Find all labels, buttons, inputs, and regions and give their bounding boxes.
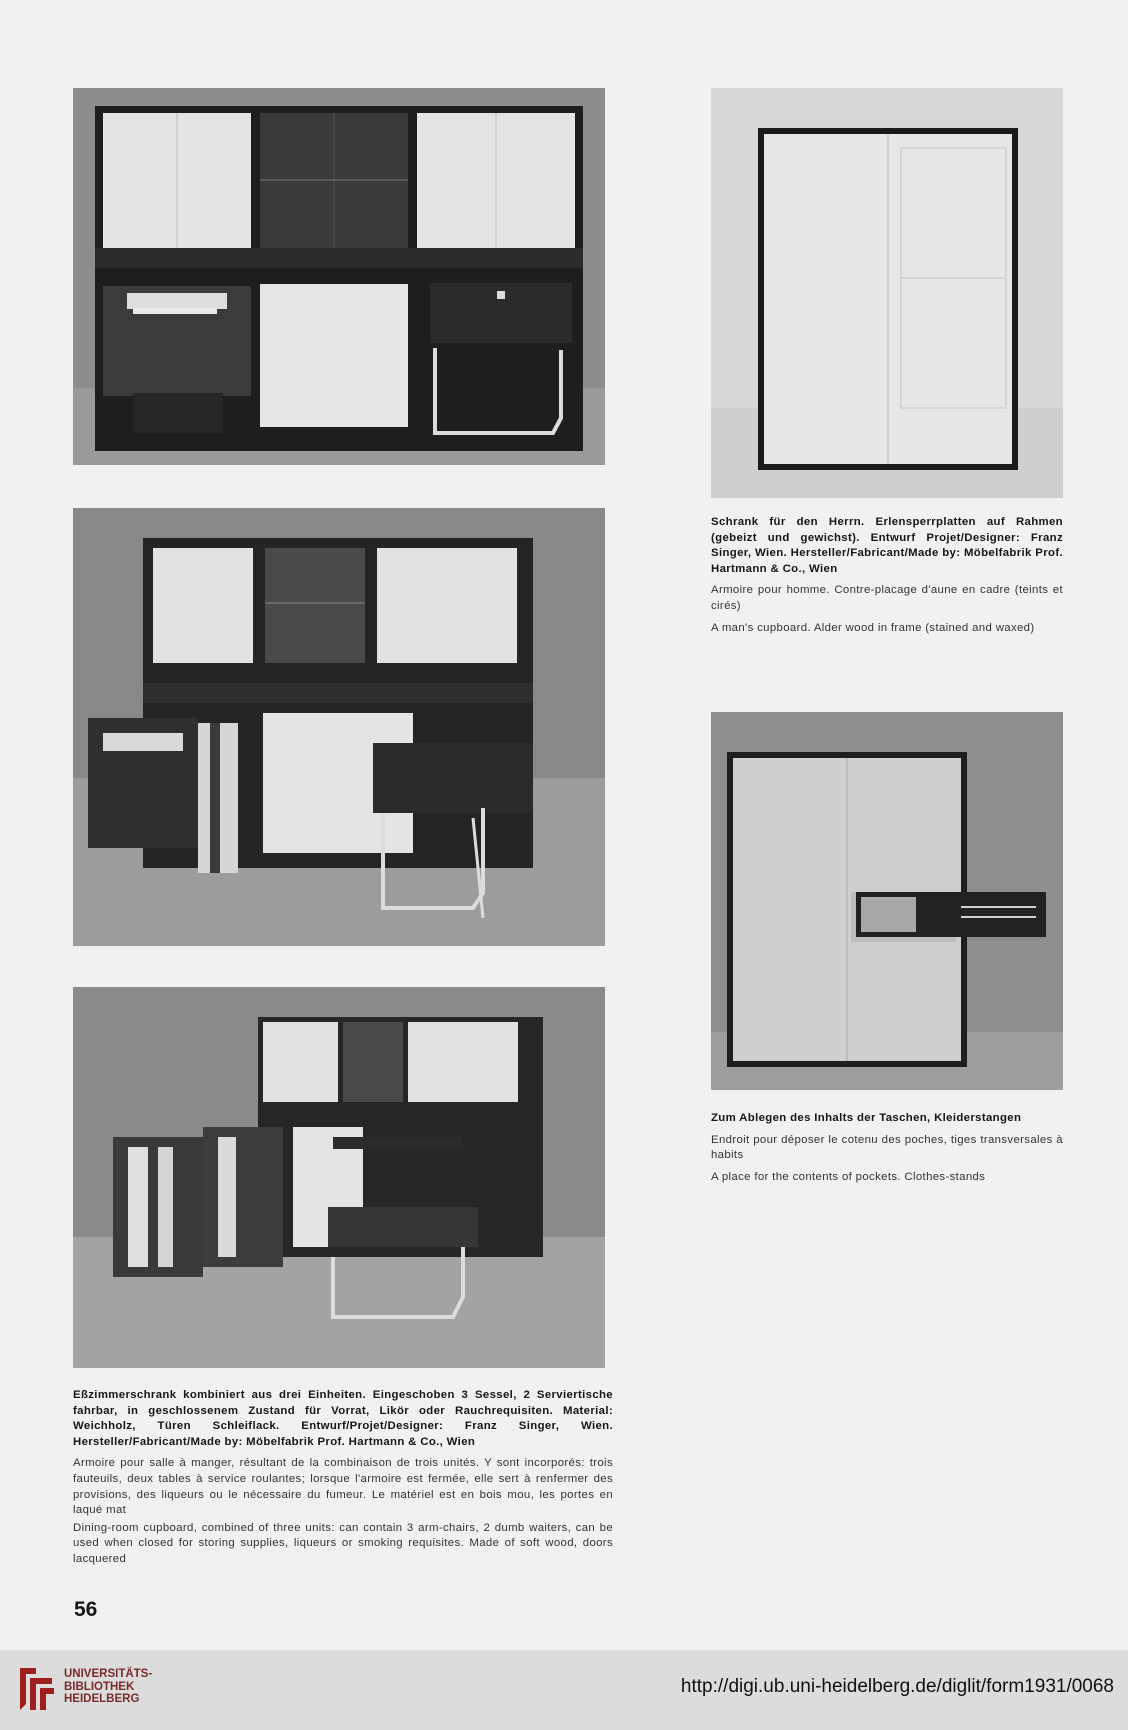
caption-german: Schrank für den Herrn. Erlensperrplatten auf Rahmen (gebeizt und gewichst). Entwurf Projet/Designer: Franz Singer, Wien. Hersteller/Fabricant/Made by: Möbelfabrik Prof. Hartmann & Co., Wien bbox=[711, 516, 1063, 575]
caption-english: A place for the contents of pockets. Clothes-stands bbox=[711, 1170, 986, 1183]
library-name bbox=[64, 1668, 152, 1706]
caption-mens-cupboard bbox=[711, 515, 1063, 642]
photo-cupboard-opened bbox=[73, 508, 605, 946]
photo-pocket-drawer bbox=[711, 712, 1063, 1090]
library-name-line: HEIDELBERG bbox=[64, 1693, 140, 1705]
photo-cupboard-front bbox=[73, 88, 605, 465]
photo-dining-room bbox=[73, 987, 605, 1368]
caption-french: Armoire pour salle à manger, résultant de la combinaison de trois unités. Y sont incorporés: trois fauteuils, deux tables à service roulantes; lorsque l'armoire est fermée, elle sert à renfermer des provisions, des liqueurs ou le nécessaire du fumeur. Le matériel est en bois mou, les portes en laqué mat bbox=[73, 1457, 613, 1517]
caption-dining-cupboard bbox=[73, 1388, 613, 1574]
caption-french: Armoire pour homme. Contre-placage d'aune en cadre (teints et cirés) bbox=[711, 584, 1063, 612]
footer-bar bbox=[0, 1650, 1128, 1730]
caption-french: Endroit pour déposer le cotenu des poches, tiges transversales à habits bbox=[711, 1133, 1063, 1162]
caption-english: Dining-room cupboard, combined of three units: can contain 3 arm-chairs, 2 dumb waiters, can be used when closed for storing supplies, liqueurs or smoking requisites. Made of soft wood, doors lacquered bbox=[73, 1521, 613, 1565]
page-number: 56 bbox=[74, 1598, 98, 1621]
caption-german: Eßzimmerschrank kombiniert aus drei Einheiten. Eingeschoben 3 Sessel, 2 Serviertische fahrbar, in geschlossenem Zustand für Vorrat, Likör oder Rauchrequisiten. Material: Weichholz, Türen Schleiflack. Entwurf/Projet/Designer: Franz Singer, Wien. Hersteller/Fabricant/Made by: Möbelfabrik Prof. Hartmann & Co., Wien bbox=[73, 1389, 613, 1448]
photo-mens-cupboard bbox=[711, 88, 1063, 498]
caption-english: A man's cupboard. Alder wood in frame (stained and waxed) bbox=[711, 621, 1035, 634]
caption-german: Zum Ablegen des Inhalts der Taschen, Kleiderstangen bbox=[711, 1112, 1022, 1124]
source-url[interactable]: http://digi.ub.uni-heidelberg.de/diglit/form1931/0068 bbox=[680, 1676, 1114, 1697]
library-name-line: BIBLIOTHEK bbox=[64, 1680, 135, 1693]
library-name-line: UNIVERSITÄTS- bbox=[64, 1668, 153, 1680]
library-logo-icon bbox=[14, 1666, 58, 1712]
caption-pockets bbox=[711, 1111, 1063, 1191]
